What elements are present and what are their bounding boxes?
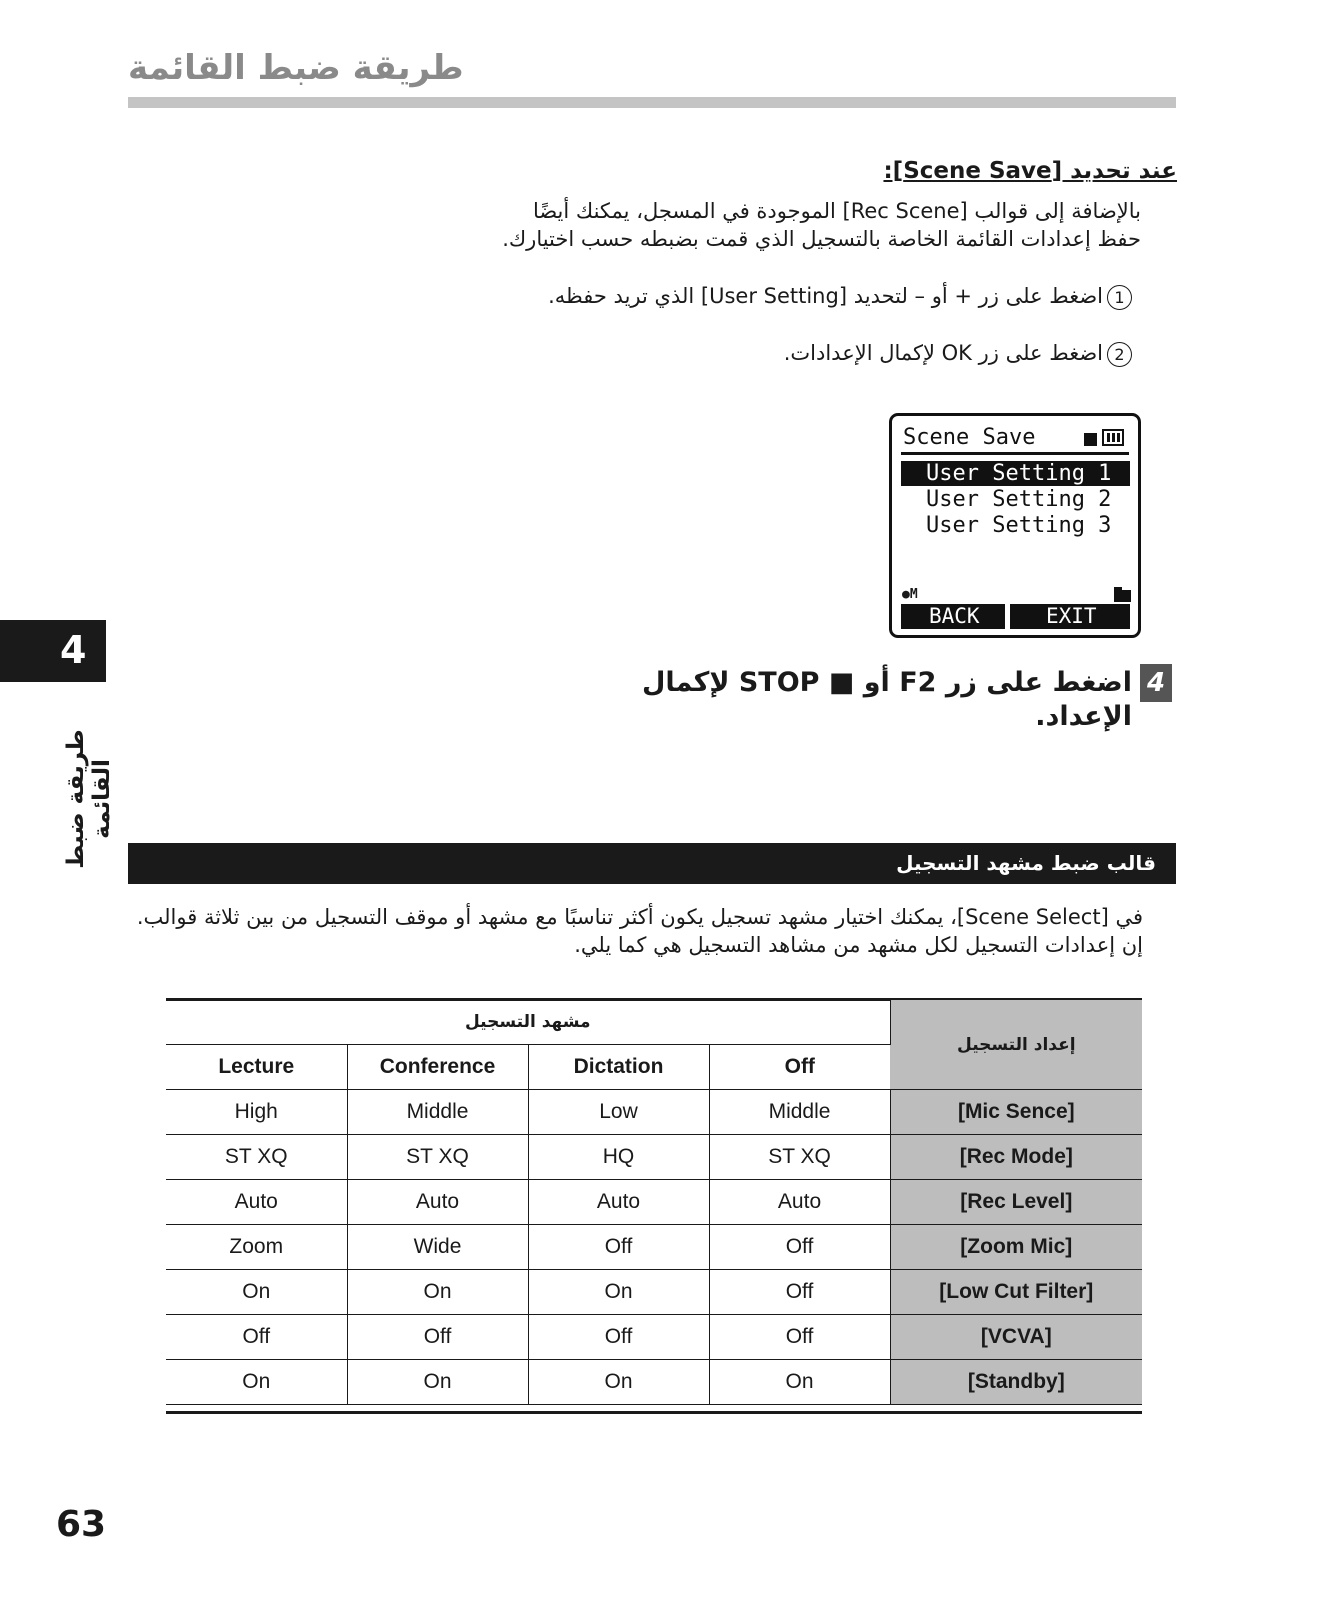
setting-name: Standby xyxy=(974,1370,1058,1393)
section-paragraph: في [Scene Select]، يمكنك اختيار مشهد تسجيل يكون أكثر تناسبًا مع مشهد أو موقف التسجيل من بين ثلاثة قوالب. إن إعدادات التسجيل لكل مشهد من مشاهد التسجيل هي كما يلي. xyxy=(136,905,1143,957)
step-2-text: اضغط على زر OK لإكمال الإعدادات. xyxy=(783,341,1103,365)
table-cell: On xyxy=(166,1270,347,1315)
bracket: [ xyxy=(939,1280,947,1303)
table-row xyxy=(166,1135,1142,1180)
table-cell: Off xyxy=(709,1225,890,1270)
table-cell: Off xyxy=(347,1315,528,1360)
setting-name-cell xyxy=(890,1090,1142,1135)
table-cell: High xyxy=(166,1090,347,1135)
table-cell: ST XQ xyxy=(166,1135,347,1180)
setting-name: Rec Level xyxy=(967,1190,1066,1213)
bracket: [ xyxy=(959,1145,967,1168)
mic-icon: ●M xyxy=(902,587,918,602)
record-indicator-icon xyxy=(1084,433,1097,446)
setting-name: Zoom Mic xyxy=(967,1235,1066,1258)
table-row xyxy=(166,1180,1142,1225)
table-cell: Auto xyxy=(347,1180,528,1225)
bracket: ] xyxy=(1065,1145,1073,1168)
table-cell: On xyxy=(528,1360,709,1405)
chapter-tab xyxy=(0,620,106,682)
table-cell: On xyxy=(528,1270,709,1315)
column-header: Off xyxy=(709,1045,890,1090)
table-cell: Middle xyxy=(347,1090,528,1135)
table-cell: Wide xyxy=(347,1225,528,1270)
setting-name: VCVA xyxy=(987,1325,1045,1348)
chapter-label: طريقة ضبط القائمة xyxy=(63,729,115,869)
setting-name: Mic Sence xyxy=(964,1100,1068,1123)
bracket: ] xyxy=(1065,1235,1073,1258)
table-row xyxy=(166,1360,1142,1405)
section-bar xyxy=(128,843,1176,884)
table-header-row xyxy=(166,1000,1142,1045)
table-cell: Off xyxy=(166,1315,347,1360)
scene-save-paragraph: بالإضافة إلى قوالب [Rec Scene] الموجودة في المسجل، يمكنك أيضًا حفظ إعدادات القائمة الخاصة بالتسجيل الذي قمت بضبطه حسب اختيارك. xyxy=(502,199,1141,251)
lcd-menu-item[interactable]: User Setting 2 xyxy=(926,487,1112,512)
settings-table xyxy=(166,1000,1142,1405)
column-header: Lecture xyxy=(166,1045,347,1090)
title-rule xyxy=(128,97,1176,108)
exit-button[interactable]: EXIT xyxy=(1010,604,1130,629)
table-cell: On xyxy=(347,1360,528,1405)
step-4-text: اضغط على زر F2 أو ■ STOP لإكمال الإعداد. xyxy=(641,667,1132,732)
setting-name-cell xyxy=(890,1135,1142,1180)
setting-name: Low Cut Filter xyxy=(946,1280,1087,1303)
table-body xyxy=(166,1090,1142,1405)
group-header: مشهد التسجيل xyxy=(166,1000,890,1045)
back-button[interactable]: BACK xyxy=(901,604,1005,629)
table-cell: Zoom xyxy=(166,1225,347,1270)
table-cell: Auto xyxy=(528,1180,709,1225)
lcd-menu-item[interactable]: User Setting 1 xyxy=(901,461,1130,486)
step-1 xyxy=(512,282,1132,310)
table-row xyxy=(166,1270,1142,1315)
step-4-number: 4 xyxy=(1140,664,1172,702)
table-row xyxy=(166,1225,1142,1270)
setting-name-cell xyxy=(890,1225,1142,1270)
setting-name-cell xyxy=(890,1180,1142,1225)
folder-icon xyxy=(1114,590,1131,602)
bracket: ] xyxy=(1086,1280,1094,1303)
table-cell: On xyxy=(347,1270,528,1315)
section-title: قالب ضبط مشهد التسجيل xyxy=(896,851,1156,875)
table-cell: On xyxy=(709,1360,890,1405)
table-cell: Off xyxy=(528,1315,709,1360)
corner-header: إعداد التسجيل xyxy=(890,1000,1142,1090)
table-cell: Auto xyxy=(166,1180,347,1225)
scene-save-heading: عند تحديد [Scene Save]: xyxy=(883,158,1177,184)
lcd-menu-item[interactable]: User Setting 3 xyxy=(926,513,1112,538)
table-bottom-rule xyxy=(166,1411,1142,1414)
table-cell: Off xyxy=(709,1270,890,1315)
bracket: ] xyxy=(1065,1190,1073,1213)
bracket: ] xyxy=(1067,1100,1075,1123)
bracket: [ xyxy=(960,1190,968,1213)
table-row xyxy=(166,1315,1142,1360)
bracket: [ xyxy=(960,1235,968,1258)
table-cell: Middle xyxy=(709,1090,890,1135)
lcd-header xyxy=(901,425,1129,455)
lcd-screen xyxy=(889,413,1141,638)
setting-name-cell xyxy=(890,1315,1142,1360)
bracket: ] xyxy=(1044,1325,1052,1348)
table-cell: Off xyxy=(528,1225,709,1270)
bracket: [ xyxy=(967,1370,975,1393)
page-title: طريقة ضبط القائمة xyxy=(128,48,464,88)
bracket: ] xyxy=(1057,1370,1065,1393)
column-header: Dictation xyxy=(528,1045,709,1090)
table-cell: Low xyxy=(528,1090,709,1135)
page-number: 63 xyxy=(56,1504,107,1545)
lcd-title: Scene Save xyxy=(903,425,1036,450)
step-2-number: 2 xyxy=(1107,342,1132,367)
table-cell: ST XQ xyxy=(347,1135,528,1180)
step-1-number: 1 xyxy=(1107,285,1132,310)
table-cell: On xyxy=(166,1360,347,1405)
bracket: [ xyxy=(980,1325,988,1348)
setting-name-cell xyxy=(890,1270,1142,1315)
table-row xyxy=(166,1090,1142,1135)
bracket: [ xyxy=(957,1100,965,1123)
setting-name-cell xyxy=(890,1360,1142,1405)
chapter-number: 4 xyxy=(60,628,87,672)
setting-name: Rec Mode xyxy=(966,1145,1066,1168)
mic-indicator-label: M xyxy=(909,587,918,602)
step-2 xyxy=(512,339,1132,367)
table-cell: Off xyxy=(709,1315,890,1360)
step-1-text: اضغط على زر + أو – لتحديد [User Setting] الذي تريد حفظه. xyxy=(548,284,1103,308)
battery-icon xyxy=(1102,429,1124,446)
column-header: Conference xyxy=(347,1045,528,1090)
table-cell: HQ xyxy=(528,1135,709,1180)
table-cell: ST XQ xyxy=(709,1135,890,1180)
table-cell: Auto xyxy=(709,1180,890,1225)
